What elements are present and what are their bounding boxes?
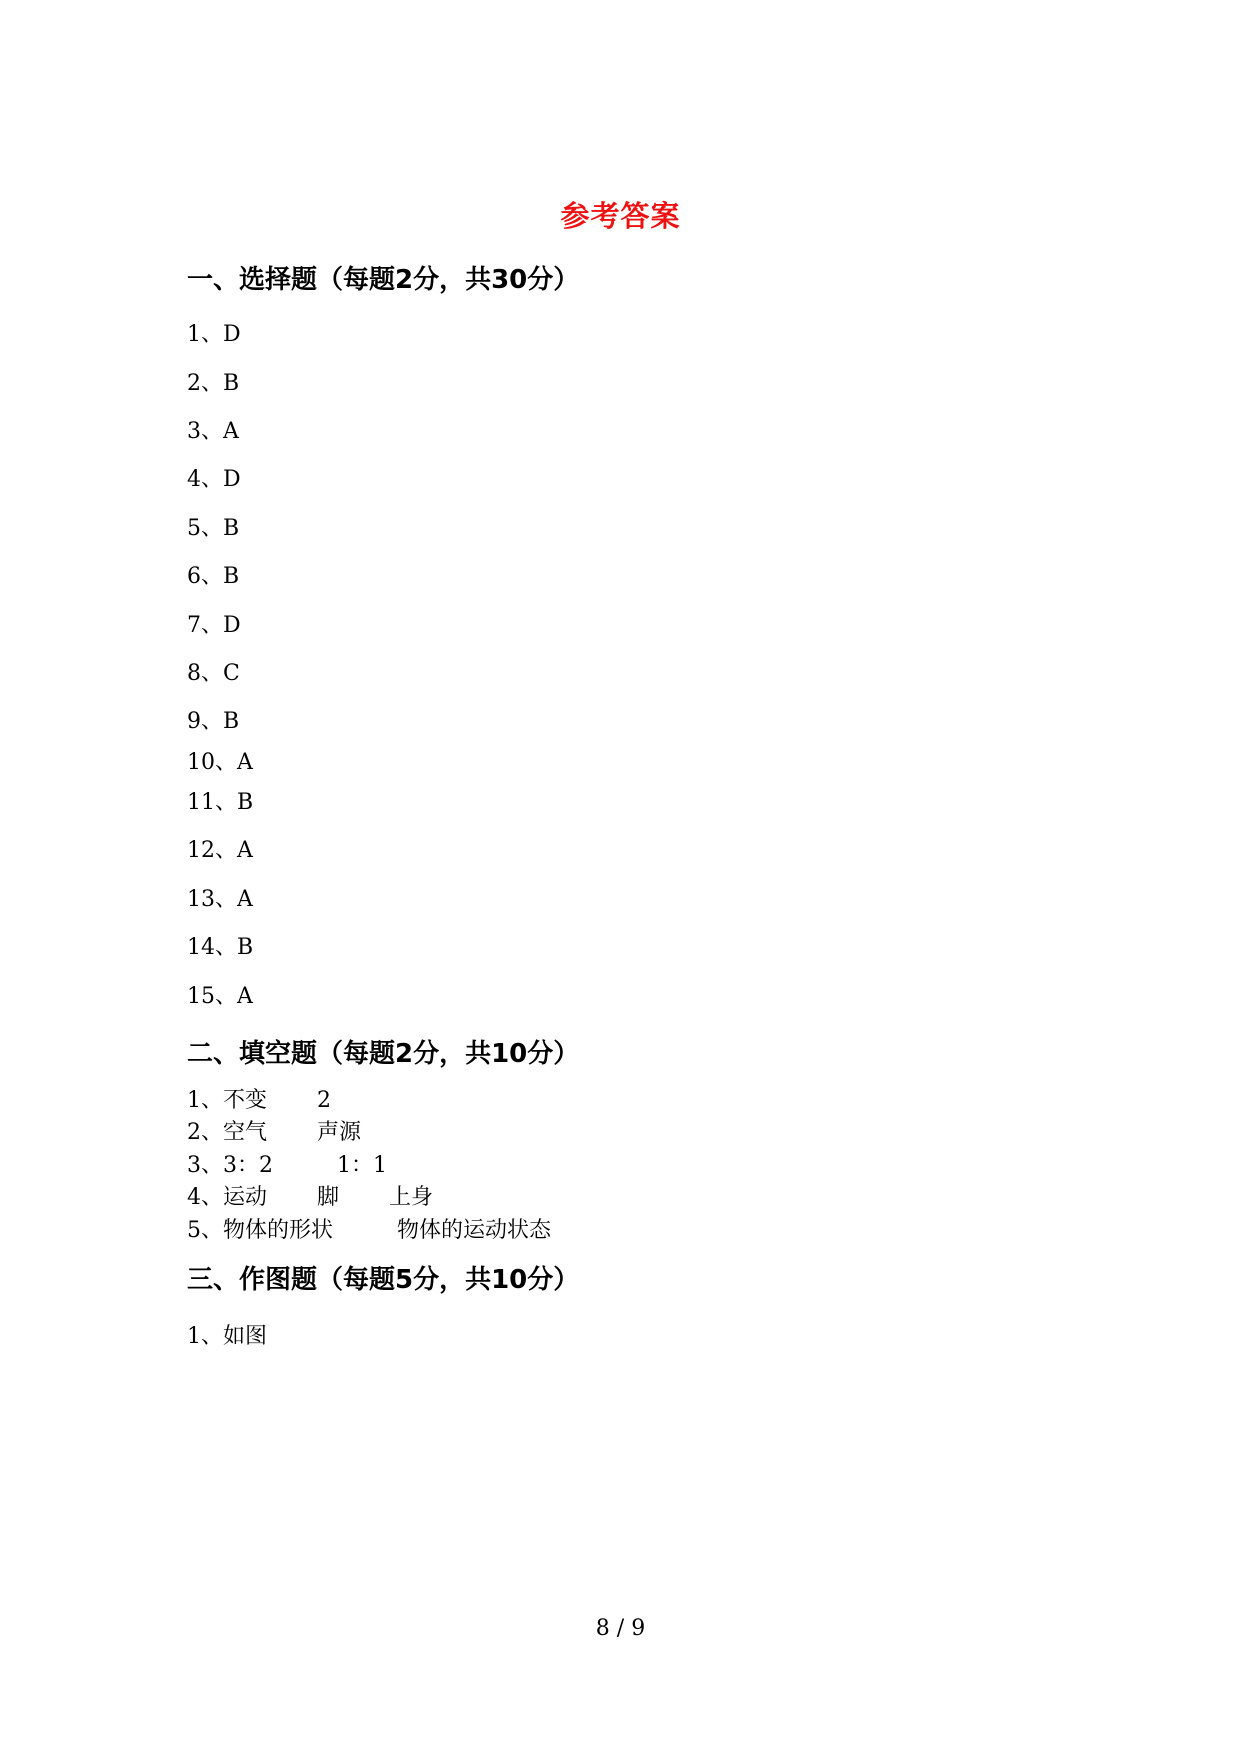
- choice-answer: 1、D: [187, 322, 241, 347]
- choice-answer: 4、D: [187, 467, 241, 492]
- fill-answer-row: [187, 1216, 551, 1246]
- choice-answer: 8、C: [187, 661, 240, 686]
- fill-answer: 1：1: [337, 1153, 387, 1178]
- fill-answer-row: [187, 1118, 361, 1148]
- fill-answer: 声源: [317, 1120, 362, 1145]
- fill-answer: 3、3：2: [187, 1153, 273, 1178]
- fill-answer-row: [187, 1086, 331, 1116]
- choice-answer: 2、B: [187, 371, 240, 396]
- fill-answer-row: [187, 1183, 433, 1213]
- choice-answer: 7、D: [187, 613, 241, 638]
- page-title: 参考答案: [560, 199, 681, 233]
- choice-answer: 3、A: [187, 419, 239, 444]
- page-number: 8 / 9: [595, 1616, 646, 1641]
- section-heading-choice: 一、选择题（每题2分，共30分）: [187, 265, 580, 295]
- choice-answer: 5、B: [187, 516, 240, 541]
- section-heading-drawing: 三、作图题（每题5分，共10分）: [187, 1265, 580, 1295]
- fill-answer: 脚: [317, 1185, 340, 1210]
- fill-answer: 上身: [389, 1185, 434, 1210]
- drawing-answer: 1、如图: [187, 1324, 267, 1349]
- fill-answer: 物体的运动状态: [397, 1218, 552, 1243]
- fill-answer: 2、空气: [187, 1120, 267, 1145]
- choice-answer: 15、A: [187, 984, 253, 1009]
- choice-answer: 6、B: [187, 564, 240, 589]
- fill-answer: 1、不变: [187, 1088, 267, 1113]
- choice-answer: 11、B: [187, 790, 254, 815]
- choice-answer: 9、B: [187, 709, 240, 734]
- choice-answer: 13、A: [187, 887, 253, 912]
- fill-answer: 5、物体的形状: [187, 1218, 333, 1243]
- fill-answer: 4、运动: [187, 1185, 267, 1210]
- choice-answer: 12、A: [187, 838, 253, 863]
- fill-answer-row: [187, 1151, 387, 1181]
- choice-answer: 10、A: [187, 750, 253, 775]
- section-heading-fill: 二、填空题（每题2分，共10分）: [187, 1039, 580, 1069]
- fill-answer: 2: [317, 1088, 331, 1113]
- choice-answer: 14、B: [187, 935, 254, 960]
